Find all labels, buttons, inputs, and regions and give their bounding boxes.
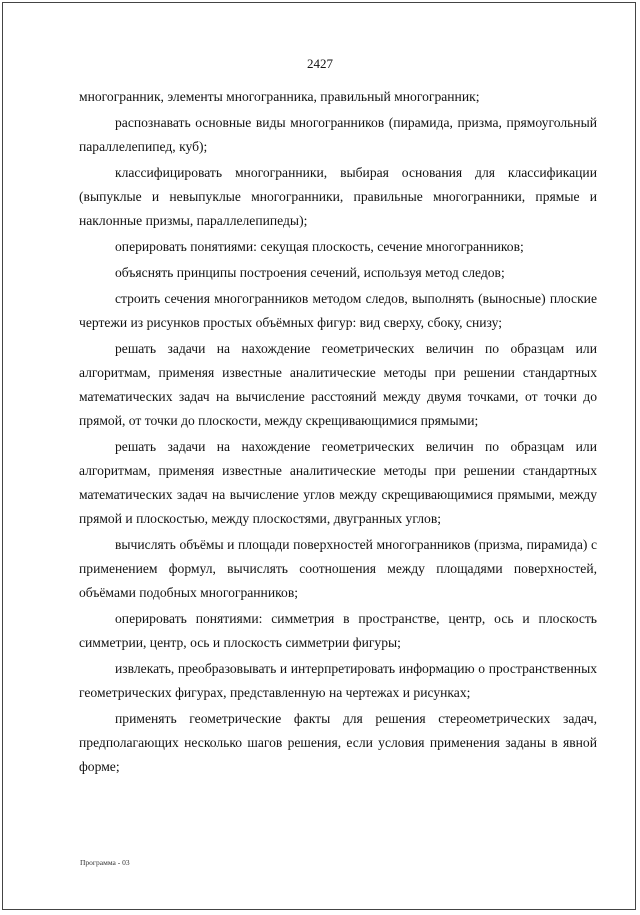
paragraph-2: распознавать основные виды многогранников (пирамида, призма, прямоугольный параллелепипед, куб); <box>79 115 597 154</box>
paragraph-1: многогранник, элементы многогранника, правильный многогранник; <box>79 89 480 104</box>
paragraph-8: решать задачи на нахождение геометрических величин по образцам или алгоритмам, применяя известные аналитические методы при решении стандартных математических задач на вычисление углов между скрещивающимися прямыми, между прямой и плоскостью, между плоскостями, двугранных углов; <box>79 439 597 526</box>
paragraph-11: извлекать, преобразовывать и интерпретировать информацию о пространственных геометрических фигурах, представленную на чертежах и рисунках; <box>79 661 597 700</box>
paragraph-9: вычислять объёмы и площади поверхностей многогранников (призма, пирамида) с применением формул, вычислять соотношения между площадями поверхностей, объёмами подобных многогранников; <box>79 537 597 600</box>
paragraph-5: объяснять принципы построения сечений, используя метод следов; <box>115 265 505 280</box>
paragraph-6: строить сечения многогранников методом следов, выполнять (выносные) плоские чертежи из рисунков простых объёмных фигур: вид сверху, сбоку, снизу; <box>79 291 597 330</box>
paragraph-3: классифицировать многогранники, выбирая основания для классификации (выпуклые и невыпуклые многогранники, правильные многогранники, прямые и наклонные призмы, параллелепипеды); <box>79 165 597 228</box>
paragraph-10: оперировать понятиями: симметрия в пространстве, центр, ось и плоскость симметрии, центр, ось и плоскость симметрии фигуры; <box>79 611 597 650</box>
paragraph-7: решать задачи на нахождение геометрических величин по образцам или алгоритмам, применяя известные аналитические методы при решении стандартных математических задач на вычисление расстояний между двумя точками, от точки до прямой, от точки до плоскости, между скрещивающимися прямыми; <box>79 341 597 428</box>
paragraph-12: применять геометрические факты для решения стереометрических задач, предполагающих несколько шагов решения, если условия применения заданы в явной форме; <box>79 711 597 774</box>
page-footer: Программа - 03 <box>80 858 130 867</box>
paragraph-4: оперировать понятиями: секущая плоскость, сечение многогранников; <box>115 239 524 254</box>
document-body <box>79 85 597 781</box>
page-number: 2427 <box>307 56 333 71</box>
